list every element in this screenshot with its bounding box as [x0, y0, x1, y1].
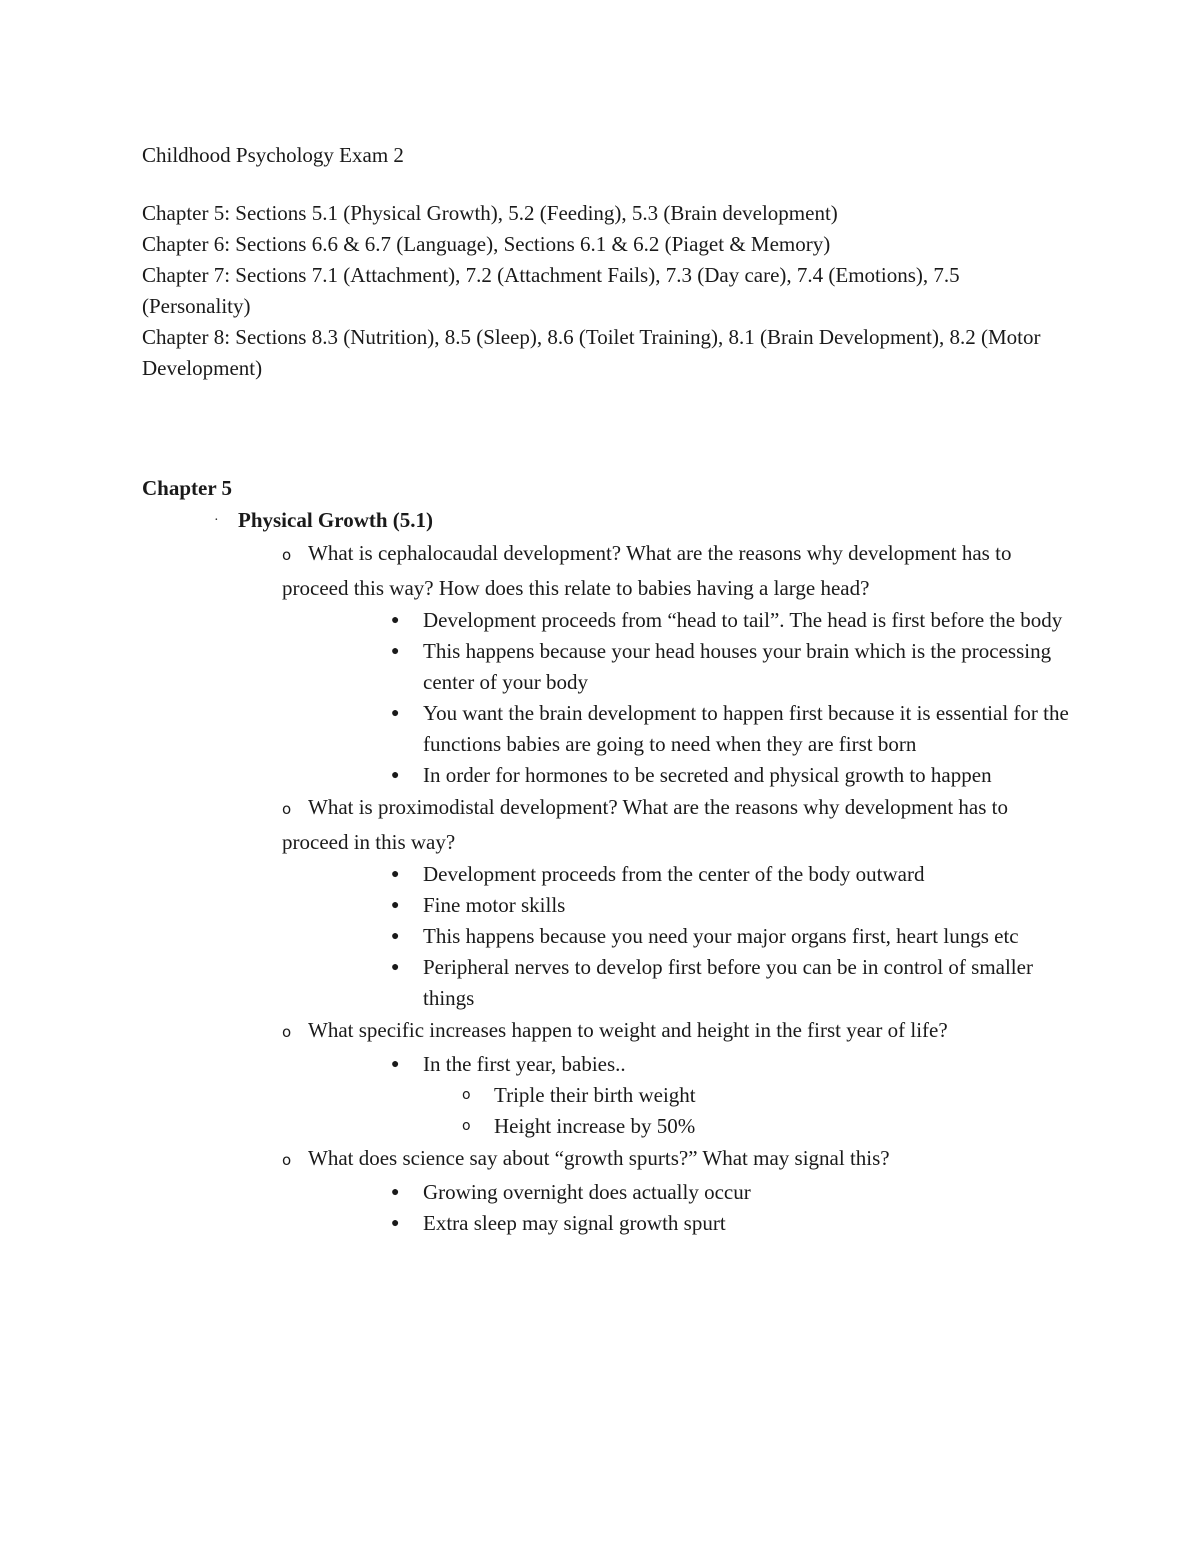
answer-item [391, 952, 1072, 1014]
question-marker: o [282, 546, 292, 564]
question-marker: o [282, 1151, 292, 1169]
question-marker: o [282, 1023, 292, 1041]
answer-item [391, 760, 1072, 791]
section-heading [142, 504, 1072, 537]
sub-answer-text: Height increase by 50% [494, 1114, 696, 1138]
question-text: What is cephalocaudal development? What are the reasons why development has to proceed this way? How does this relate to babies having a large head? [282, 541, 1012, 600]
answer-text: This happens because your head houses your brain which is the processing center of your body [423, 639, 1052, 694]
answer-list [142, 1177, 1072, 1239]
answer-item [391, 890, 1072, 921]
section-title: Physical Growth (5.1) [238, 508, 434, 532]
bullet-marker: ● [391, 929, 400, 944]
question-item [282, 537, 1072, 605]
question-text: What is proximodistal development? What are the reasons why development has to proceed in this way? [282, 795, 1009, 854]
document-page [142, 140, 1072, 1239]
answer-text: In the first year, babies.. [423, 1052, 626, 1076]
answer-text: Extra sleep may signal growth spurt [423, 1211, 726, 1235]
question-marker: o [282, 800, 292, 818]
sub-answer-item [462, 1080, 1072, 1111]
answer-item [391, 1208, 1072, 1239]
answer-item [391, 921, 1072, 952]
bullet-marker: ● [391, 1057, 400, 1072]
bullet-marker: ● [391, 1185, 400, 1200]
question-item [282, 1014, 1072, 1049]
answer-text: This happens because you need your major organs first, heart lungs etc [423, 924, 1019, 948]
bullet-marker: ● [391, 613, 400, 628]
bullet-marker: ● [391, 1216, 400, 1231]
answer-text: Fine motor skills [423, 893, 566, 917]
chapter-overview-line: Chapter 8: Sections 8.3 (Nutrition), 8.5 (Sleep), 8.6 (Toilet Training), 8.1 (Brain Development), 8.2 (Motor Development) [142, 325, 1041, 380]
sub-bullet-marker: o [462, 1087, 471, 1103]
chapters-overview [142, 198, 1072, 384]
sub-answer-text: Triple their birth weight [494, 1083, 696, 1107]
sub-answer-item [462, 1111, 1072, 1142]
answer-item [391, 1177, 1072, 1208]
answer-list [142, 859, 1072, 1014]
answer-item [391, 859, 1072, 890]
chapter-overview-line: Chapter 7: Sections 7.1 (Attachment), 7.2 (Attachment Fails), 7.3 (Day care), 7.4 (Emotions), 7.5 (Personality) [142, 263, 960, 318]
chapter-overview-line: Chapter 6: Sections 6.6 & 6.7 (Language), Sections 6.1 & 6.2 (Piaget & Memory) [142, 232, 831, 256]
answer-item [391, 1049, 1072, 1142]
answer-item [391, 636, 1072, 698]
answer-text: In order for hormones to be secreted and physical growth to happen [423, 763, 992, 787]
sub-bullet-marker: o [462, 1118, 471, 1134]
answer-item [391, 698, 1072, 760]
document-title: Childhood Psychology Exam 2 [142, 143, 404, 167]
bullet-marker: ● [391, 644, 400, 659]
bullet-marker: ● [391, 898, 400, 913]
answer-text: Development proceeds from “head to tail”. The head is first before the body [423, 608, 1063, 632]
bullet-marker: ● [391, 706, 400, 721]
sub-answer-list [423, 1080, 1072, 1142]
bullet-marker: ● [391, 960, 400, 975]
answer-text: Development proceeds from the center of the body outward [423, 862, 925, 886]
answer-item [391, 605, 1072, 636]
chapter-heading: Chapter 5 [142, 476, 233, 500]
question-text: What does science say about “growth spurts?” What may signal this? [308, 1146, 890, 1170]
answer-text: You want the brain development to happen first because it is essential for the functions babies are going to need when they are first born [423, 701, 1069, 756]
answer-list [142, 605, 1072, 791]
section-marker: · [214, 513, 219, 528]
bullet-marker: ● [391, 867, 400, 882]
chapter-overview-line: Chapter 5: Sections 5.1 (Physical Growth), 5.2 (Feeding), 5.3 (Brain development) [142, 201, 838, 225]
answer-text: Peripheral nerves to develop first before you can be in control of smaller things [423, 955, 1033, 1010]
question-item [282, 1142, 1072, 1177]
question-text: What specific increases happen to weight and height in the first year of life? [308, 1018, 948, 1042]
question-item [282, 791, 1072, 859]
answer-text: Growing overnight does actually occur [423, 1180, 751, 1204]
bullet-marker: ● [391, 768, 400, 783]
answer-list [142, 1049, 1072, 1142]
